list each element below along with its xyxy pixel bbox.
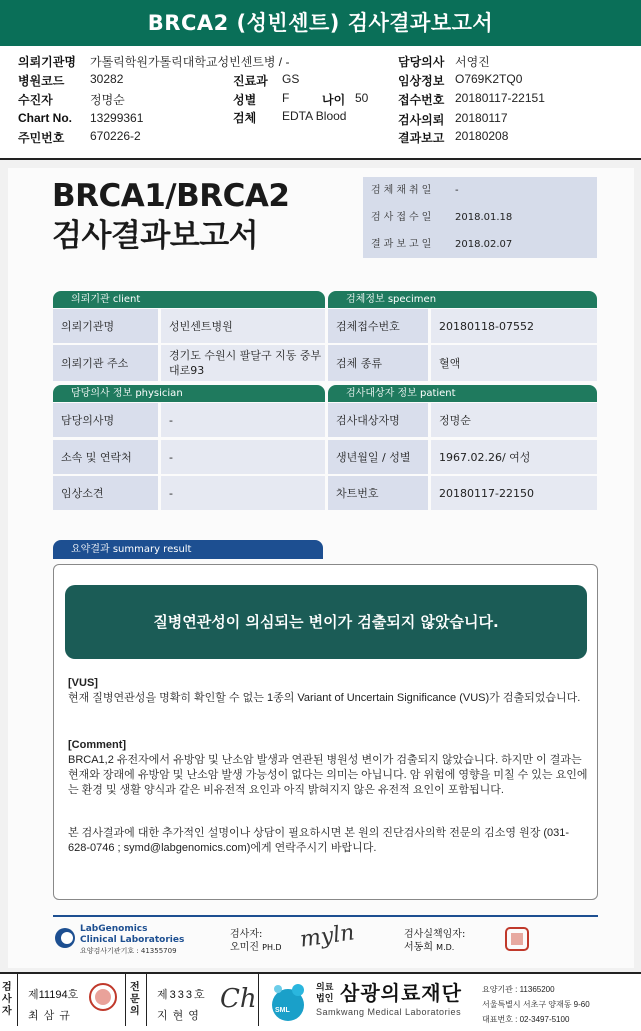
- clinical-finding-label: 임상소견: [53, 476, 158, 510]
- tester-degree: PH.D: [262, 943, 282, 952]
- client-name-value: 성빈센트병원: [161, 309, 325, 343]
- lab-name: [80, 924, 184, 957]
- tab-specimen: 검체정보 specimen: [328, 291, 597, 308]
- header-value: 30282: [90, 72, 124, 86]
- chart-no-label: 차트번호: [328, 476, 428, 510]
- org-type-line1: 의료: [316, 982, 334, 992]
- specialist-no: 제333호: [157, 989, 207, 1001]
- comment-text: BRCA1,2 유전자에서 유방암 및 난소암 발생과 연관된 병원성 변이가 검출되지 않았습니다. 하지만 이 결과는 현재와 장래에 유방암 및 난소암 발생 가능성이 없다는 의미는 아닙니다. 암 위험에 영향을 미칠 수 있는 요인에는 환경 및 생활 양식과 같은 비유전적 요인과 아직 밝혀지지 않은 유전적 요인이 포함됩니다.: [68, 754, 588, 796]
- patient-birth-value: 1967.02.26/ 여성: [431, 440, 597, 474]
- org-type-line2: 법인: [316, 993, 334, 1003]
- physician-contact-label: 소속 및 연락처: [53, 440, 158, 474]
- meta-value: -: [455, 185, 459, 196]
- client-address-value: 경기도 수원시 팔달구 지동 중부대로93: [161, 345, 325, 381]
- specimen-no-value: 20180118-07552: [431, 309, 597, 343]
- header-value: 정명순: [90, 93, 125, 107]
- patient-name-label: 검사대상자명: [328, 403, 428, 437]
- org-name: 삼광의료재단: [340, 983, 462, 1005]
- specialist-signature: Ch: [220, 984, 257, 1014]
- meta-label: 검사접수일: [371, 212, 435, 223]
- physician-contact-value: -: [161, 440, 325, 474]
- meta-received-date: [363, 204, 597, 231]
- specimen-type-label: 검체 종류: [328, 345, 428, 381]
- chief-label: 검사실책임자:: [404, 929, 466, 940]
- lab-name-line2: Clinical Laboratories: [80, 935, 185, 945]
- physician-name-label: 담당의사명: [53, 403, 158, 437]
- org-info: [482, 982, 590, 1027]
- header-value: 20180117-22151: [455, 91, 545, 105]
- clinical-finding-value: -: [161, 476, 325, 510]
- specimen-type-value: 혈액: [431, 345, 597, 381]
- tab-patient: 검사대상자 정보 patient: [328, 385, 597, 402]
- meta-value: 2018.01.18: [455, 212, 513, 223]
- org-phone: 대표번호 : 02-3497-5100: [482, 1015, 570, 1024]
- tester-label: 검사자:: [230, 929, 263, 940]
- header-value: EDTA Blood: [282, 109, 347, 123]
- org-address: 서울특별시 서초구 양재동 9-60: [482, 1000, 590, 1009]
- inspector-label: 검사자: [2, 982, 12, 1017]
- specialist-name: 지현영: [157, 1010, 204, 1022]
- header-label: 결과보고: [398, 131, 445, 145]
- comment-title: [Comment]: [68, 739, 127, 751]
- header-value: O769K2TQ0: [455, 72, 523, 86]
- header-label: 주민번호: [18, 131, 65, 145]
- header-label: 담당의사: [398, 55, 445, 69]
- contact-text: 본 검사결과에 대한 추가적인 설명이나 상담이 필요하시면 본 원의 진단검사의학 전문의 김소영 원장 (031-628-0746 ; symd@labgenomics.com)에게 연락주시기 바랍니다.: [68, 827, 570, 854]
- patient-birth-label: 생년월일 / 성별: [328, 440, 428, 474]
- comment-section: [68, 738, 588, 798]
- meta-label: 검체채취일: [371, 185, 435, 196]
- specialist-label: 전문의: [130, 982, 140, 1017]
- result-banner: 질병연관성이 의심되는 변이가 검출되지 않았습니다.: [65, 585, 587, 659]
- inspector-name: 최삼규: [28, 1010, 75, 1022]
- report-title: BRCA2 (성빈센트) 검사결과보고서: [147, 11, 494, 35]
- tester-block: [230, 928, 282, 954]
- tab-summary: 요약결과 summary result: [53, 540, 323, 559]
- org-type: [316, 982, 333, 1004]
- sml-logo-icon: [266, 980, 312, 1031]
- meta-report-date: [363, 231, 597, 258]
- header-value: 서영진: [455, 55, 490, 69]
- footer-divider: [53, 915, 598, 917]
- labgenomics-logo: [54, 927, 76, 953]
- org-code: 요양기관 : 11365200: [482, 985, 555, 994]
- chief-degree: M.D.: [436, 943, 455, 952]
- vus-title: [VUS]: [68, 677, 98, 689]
- report-heading-line2: 검사결과보고서: [52, 218, 259, 254]
- tester-signature: myln: [298, 920, 356, 953]
- vus-text: 현재 질병연관성을 명확히 확인할 수 없는 1종의 Variant of Uncertain Significance (VUS)가 검출되었습니다.: [68, 692, 581, 704]
- header-value: 13299361: [90, 111, 144, 125]
- header-label: 나이: [322, 93, 346, 107]
- physician-name-value: -: [161, 403, 325, 437]
- patient-header: [0, 50, 641, 150]
- meta-value: 2018.02.07: [455, 239, 513, 250]
- chief-name: 서동희: [404, 942, 433, 953]
- header-label: 수진자: [18, 93, 53, 107]
- org-english-name: Samkwang Medical Laboratories: [316, 1007, 462, 1017]
- vus-section: [68, 676, 588, 706]
- header-value: 50: [355, 91, 369, 105]
- report-heading: [52, 176, 289, 256]
- header-label: 진료과: [233, 74, 268, 88]
- header-label: 검사의뢰: [398, 113, 445, 127]
- client-address-label: 의뢰기관 주소: [53, 345, 158, 381]
- header-value: 20180117: [455, 111, 508, 125]
- header-value: 가톨릭학원가톨릭대학교성빈센트병 / -: [90, 55, 290, 69]
- header-label: 접수번호: [398, 93, 445, 107]
- chart-no-value: 20180117-22150: [431, 476, 597, 510]
- header-value: F: [282, 91, 290, 105]
- specimen-no-label: 검체접수번호: [328, 309, 428, 343]
- header-label: 임상정보: [398, 74, 445, 88]
- meta-collection-date: [363, 177, 597, 204]
- certification-strip: [0, 972, 641, 1028]
- header-value: GS: [282, 72, 300, 86]
- tab-physician: 담당의사 정보 physician: [53, 385, 325, 402]
- header-label: Chart No.: [18, 111, 72, 125]
- header-label: 병원코드: [18, 74, 65, 88]
- report-title-bar: [0, 0, 641, 46]
- tab-client: 의뢰기관 client: [53, 291, 325, 308]
- inspector-seal-icon: [88, 982, 118, 1017]
- header-label: 검체: [233, 111, 257, 125]
- lab-name-line1: LabGenomics: [80, 924, 148, 934]
- report-heading-line1: BRCA1/BRCA2: [52, 178, 290, 214]
- meta-label: 결과보고일: [371, 239, 435, 250]
- labgenomics-icon: [54, 927, 76, 949]
- client-name-label: 의뢰기관명: [53, 309, 158, 343]
- header-label: 의뢰기관명: [18, 55, 76, 69]
- patient-name-value: 정명순: [431, 403, 597, 437]
- header-value: 20180208: [455, 129, 509, 143]
- sml-logo-text: SML: [275, 1007, 290, 1014]
- chief-block: [404, 928, 465, 954]
- header-value: 670226-2: [90, 129, 141, 143]
- chief-seal-icon: [505, 927, 529, 955]
- lab-code: 요양검사기관기호 : 41355709: [80, 947, 177, 955]
- tester-name: 오미진: [230, 942, 259, 953]
- header-label: 성별: [233, 93, 257, 107]
- inspector-no: 제11194호: [28, 989, 79, 1001]
